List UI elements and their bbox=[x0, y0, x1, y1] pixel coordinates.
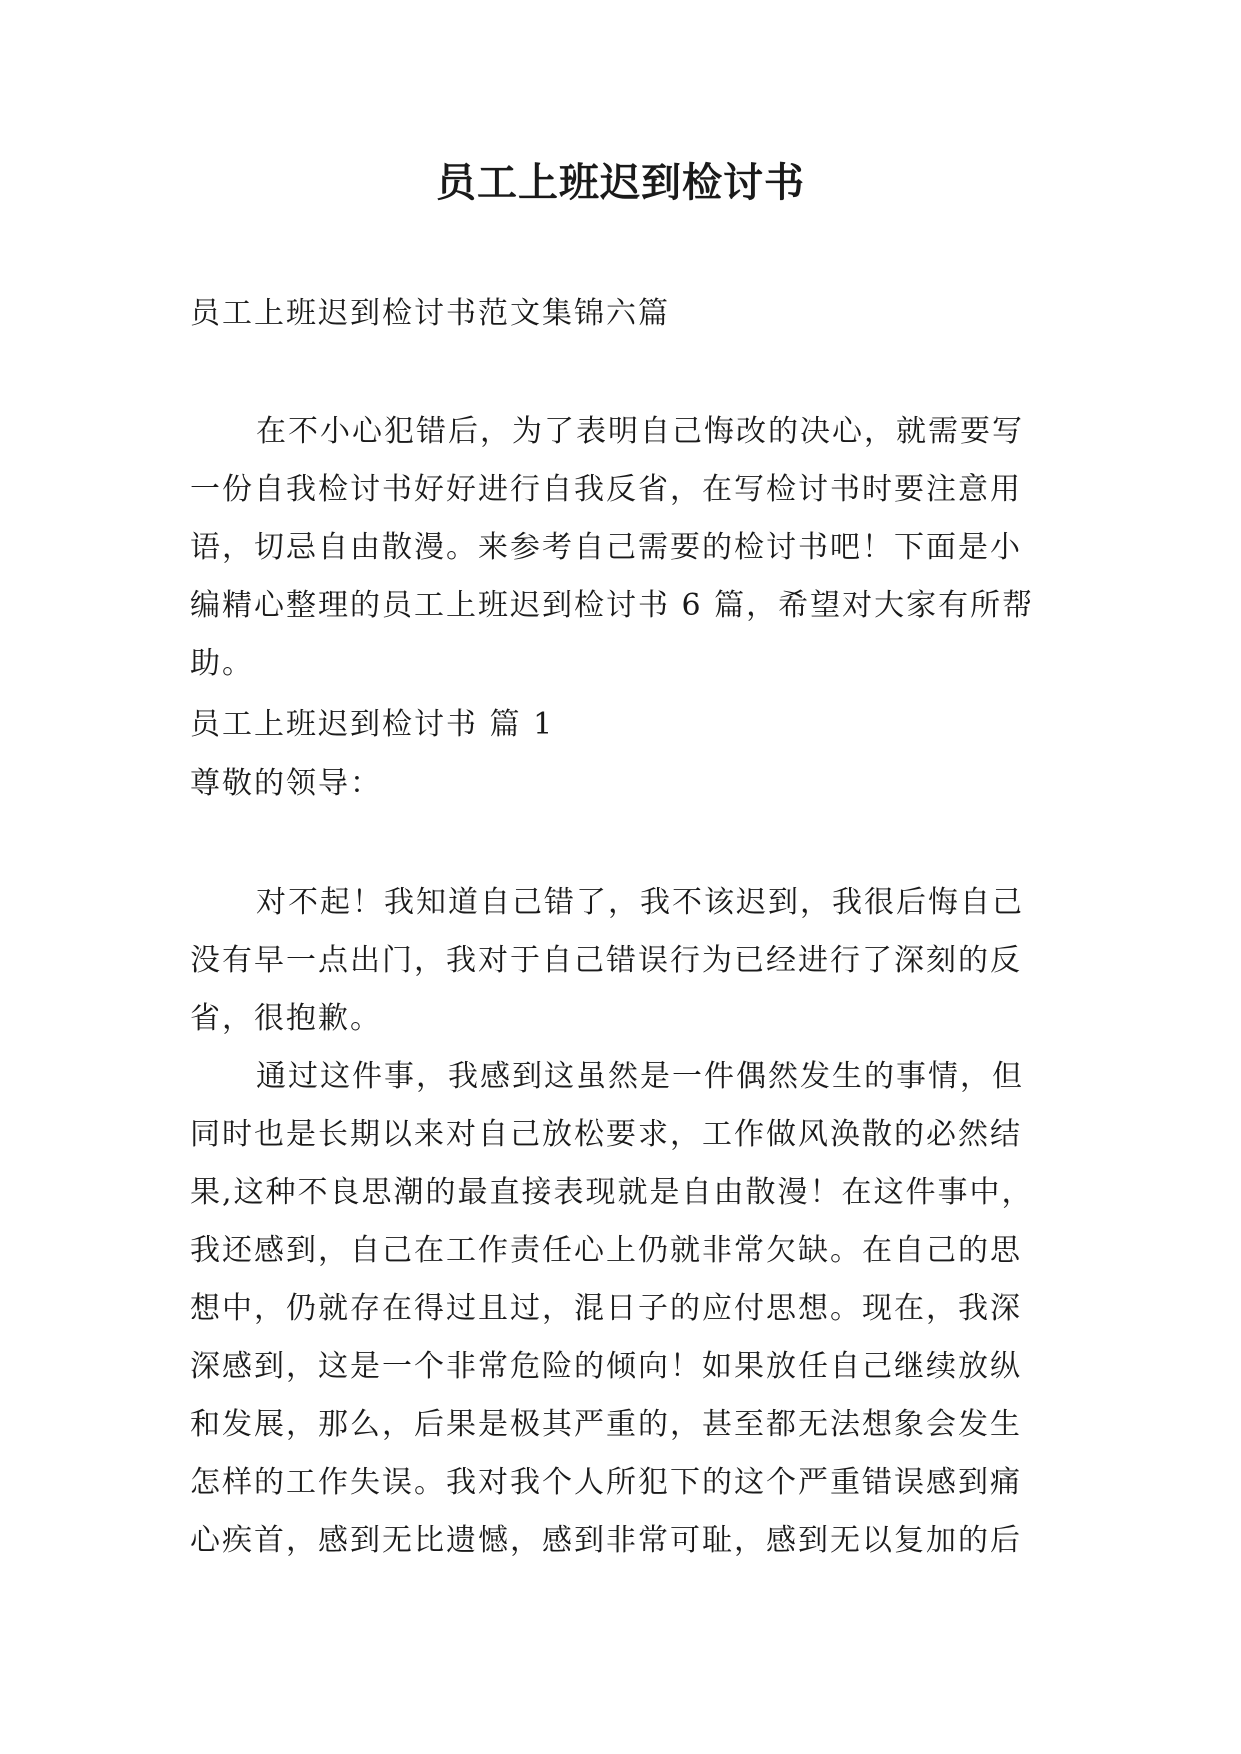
salutation bbox=[190, 755, 1050, 813]
salutation-text: 尊敬的领导： bbox=[190, 766, 382, 801]
body-paragraph-1 bbox=[190, 874, 1050, 1048]
paragraph-line: 没有早一点出门，我对于自己错误行为已经进行了深刻的反 bbox=[190, 943, 1022, 978]
document-subtitle bbox=[190, 285, 1050, 343]
body-paragraph-2 bbox=[190, 1048, 1050, 1570]
subtitle-text: 员工上班迟到检讨书范文集锦六篇 bbox=[190, 296, 670, 331]
intro-line: 语，切忌自由散漫。来参考自己需要的检讨书吧！下面是小 bbox=[190, 530, 1022, 565]
section-heading bbox=[190, 696, 1050, 754]
intro-paragraph bbox=[190, 403, 1050, 693]
intro-line: 一份自我检讨书好好进行自我反省，在写检讨书时要注意用 bbox=[190, 472, 1022, 507]
paragraph-line: 我还感到，自己在工作责任心上仍就非常欠缺。在自己的思 bbox=[190, 1233, 1022, 1268]
paragraph-line: 对不起！我知道自己错了，我不该迟到，我很后悔自己 bbox=[256, 885, 1024, 920]
paragraph-line: 果,这种不良思潮的最直接表现就是自由散漫！在这件事中， bbox=[190, 1175, 1034, 1210]
intro-line: 助。 bbox=[190, 646, 254, 681]
paragraph-line: 深感到，这是一个非常危险的倾向！如果放任自己继续放纵 bbox=[190, 1349, 1022, 1384]
section-heading-text: 员工上班迟到检讨书 篇 1 bbox=[190, 707, 555, 742]
intro-line: 在不小心犯错后，为了表明自己悔改的决心，就需要写 bbox=[256, 414, 1024, 449]
paragraph-line: 同时也是长期以来对自己放松要求，工作做风涣散的必然结 bbox=[190, 1117, 1022, 1152]
paragraph-line: 和发展，那么，后果是极其严重的，甚至都无法想象会发生 bbox=[190, 1407, 1022, 1442]
paragraph-line: 怎样的工作失误。我对我个人所犯下的这个严重错误感到痛 bbox=[190, 1465, 1022, 1500]
document-title: 员工上班迟到检讨书 bbox=[436, 159, 805, 206]
paragraph-line: 想中，仍就存在得过且过，混日子的应付思想。现在，我深 bbox=[190, 1291, 1022, 1326]
paragraph-line: 心疾首，感到无比遗憾，感到非常可耻，感到无以复加的后 bbox=[190, 1523, 1022, 1558]
paragraph-line: 省，很抱歉。 bbox=[190, 1001, 382, 1036]
paragraph-line: 通过这件事，我感到这虽然是一件偶然发生的事情，但 bbox=[256, 1059, 1024, 1094]
intro-line: 编精心整理的员工上班迟到检讨书 6 篇，希望对大家有所帮 bbox=[190, 588, 1035, 623]
